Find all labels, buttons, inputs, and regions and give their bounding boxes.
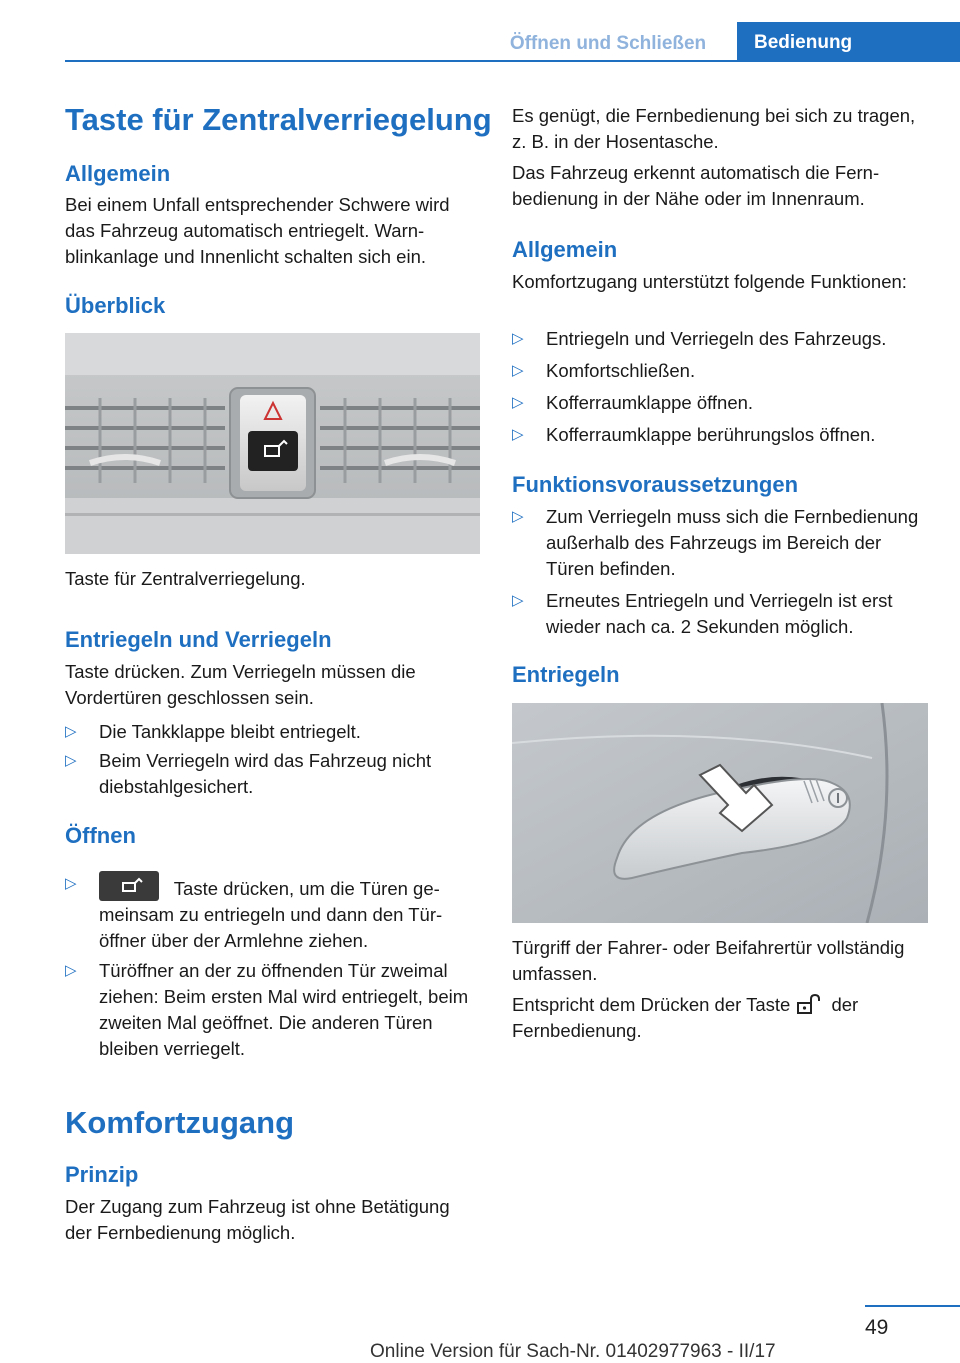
paragraph-fernbedienung-erkennen: Das Fahrzeug erkennt automatisch die Fernbedienung in der Nähe oder im Innenraum. xyxy=(512,162,880,209)
figure-caption-door-handle: Türgriff der Fahrer- oder Beifahrertür vollständig umfassen. xyxy=(512,937,905,984)
header-tab-bedienung[interactable]: Bedienung xyxy=(737,22,960,61)
bullet-triangle-icon: ▷ xyxy=(65,723,77,740)
heading-entriegeln-verriegeln: Entriegeln und Verriegeln xyxy=(65,627,332,652)
figure-caption-button: Taste für Zentralverriegelung. xyxy=(65,568,306,589)
footer-rule xyxy=(865,1305,960,1307)
paragraph-fernbedienung-tragen: Es genügt, die Fernbedienung bei sich zu tragen, z. B. in der Hosentasche. xyxy=(512,105,916,152)
figure-central-locking-button xyxy=(65,333,480,554)
bullet-triangle-icon: ▷ xyxy=(512,394,524,411)
paragraph-entriegeln-verriegeln: Taste drücken. Zum Verriegeln müssen die Vordertüren geschlossen sein. xyxy=(65,661,416,708)
bullet-triangle-icon: ▷ xyxy=(512,592,524,609)
heading-allgemein: Allgemein xyxy=(65,161,171,186)
header-section-title: Öffnen und Schließen xyxy=(509,33,707,54)
page-number: 49 xyxy=(865,1316,889,1339)
paragraph-komfort-funktionen: Komfortzugang unterstützt folgende Funktionen: xyxy=(512,271,907,292)
unlock-door-button-icon xyxy=(99,871,159,901)
heading-ueberblick: Überblick xyxy=(65,293,166,318)
heading-entriegeln: Entriegeln xyxy=(512,662,620,687)
header-rule xyxy=(65,60,960,62)
unlock-padlock-icon xyxy=(796,994,820,1014)
heading-prinzip: Prinzip xyxy=(65,1162,139,1187)
heading-oeffnen: Öffnen xyxy=(65,823,136,848)
bullet-triangle-icon: ▷ xyxy=(65,875,77,892)
section-title-zentralverriegelung: Taste für Zentralverriegelung xyxy=(65,102,492,137)
bullet-triangle-icon: ▷ xyxy=(512,330,524,347)
paragraph-prinzip: Der Zugang zum Fahrzeug ist ohne Betätigung der Fernbedienung möglich. xyxy=(65,1196,450,1243)
bullet-triangle-icon: ▷ xyxy=(512,426,524,443)
footer-online-version: Online Version für Sach-Nr. 01402977963 - II/17 xyxy=(370,1341,776,1362)
bullet-triangle-icon: ▷ xyxy=(512,362,524,379)
bullet-triangle-icon: ▷ xyxy=(65,752,77,769)
heading-allgemein-komfort: Allgemein xyxy=(512,237,618,262)
paragraph-entspricht-taste: Entspricht dem Drücken der Taste der Fernbedienung. xyxy=(512,994,859,1041)
paragraph-allgemein: Bei einem Unfall entsprechender Schwere wird das Fahrzeug automatisch entriegelt. Warnblinkanlage und Innenlicht schalten sich ein. xyxy=(65,194,450,267)
bullet-triangle-icon: ▷ xyxy=(65,962,77,979)
section-title-komfortzugang: Komfortzugang xyxy=(65,1105,295,1140)
figure-door-handle xyxy=(512,703,928,923)
bullet-triangle-icon: ▷ xyxy=(512,508,524,525)
heading-funktionsvoraussetzungen: Funktionsvoraussetzungen xyxy=(512,472,799,497)
